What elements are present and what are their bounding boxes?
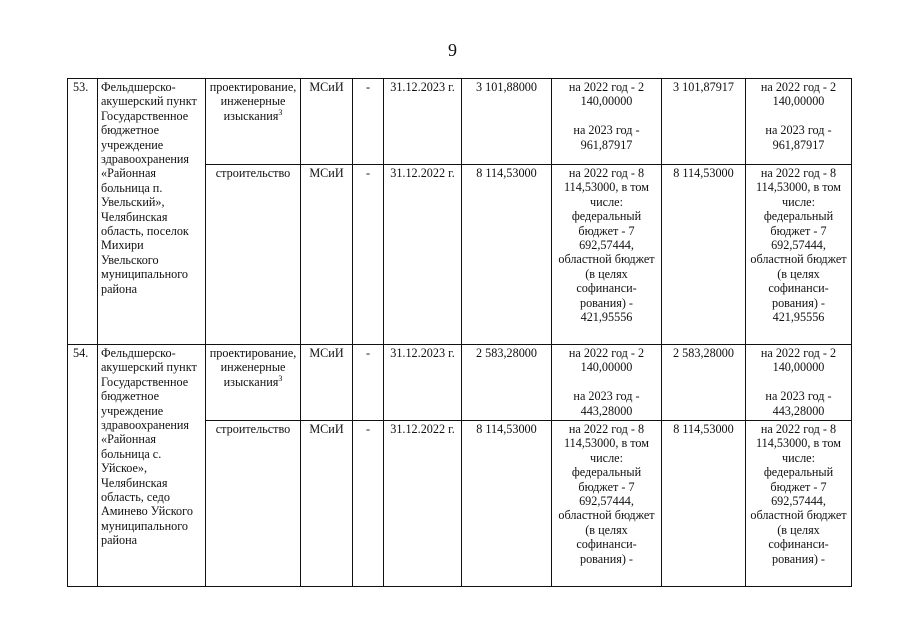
footnote-marker: 3 — [278, 373, 283, 383]
funding: на 2022 год - 2 140,00000 на 2023 год - 443,28000 — [552, 345, 662, 421]
deadline: 31.12.2022 г. — [384, 421, 462, 587]
dash: - — [353, 421, 384, 587]
limit: 8 114,53000 — [662, 421, 746, 587]
executor: МСиИ — [301, 165, 353, 345]
executor: МСиИ — [301, 79, 353, 165]
table-row — [68, 79, 852, 165]
executor: МСиИ — [301, 345, 353, 421]
cost: 8 114,53000 — [462, 165, 552, 345]
objects-table — [67, 78, 852, 587]
stage-type: строительство — [206, 421, 301, 587]
cost: 2 583,28000 — [462, 345, 552, 421]
funding: на 2022 год - 8 114,53000, в том числе: федеральный бюджет - 7 692,57444, областной бюджет (в целях софинанси- рования) - 421,95556 — [552, 165, 662, 345]
limit: 3 101,87917 — [662, 79, 746, 165]
deadline: 31.12.2023 г. — [384, 79, 462, 165]
funding-2: на 2022 год - 8 114,53000, в том числе: федеральный бюджет - 7 692,57444, областной бюджет (в целях софинанси- рования) - 421,95556 — [746, 165, 852, 345]
object-name: Фельдшерско-акушерский пункт Государственное бюджетное учреждение здравоохранения «Районная больница п. Увельский», Челябинская область, поселок Михири Увельского муниципального района — [98, 79, 206, 345]
stage-type: проектирование, инженерные изыскания$^3$ — [206, 345, 301, 421]
dash: - — [353, 345, 384, 421]
funding-2: на 2022 год - 2 140,00000 на 2023 год - 961,87917 — [746, 79, 852, 165]
dash: - — [353, 165, 384, 345]
footnote-marker: 3 — [278, 107, 283, 117]
executor: МСиИ — [301, 421, 353, 587]
stage-type: строительство — [206, 165, 301, 345]
limit: 2 583,28000 — [662, 345, 746, 421]
dash: - — [353, 79, 384, 165]
table-row — [68, 345, 852, 421]
funding-2: на 2022 год - 8 114,53000, в том числе: федеральный бюджет - 7 692,57444, областной бюджет (в целях софинанси- рования) - — [746, 421, 852, 587]
cost: 3 101,88000 — [462, 79, 552, 165]
cost: 8 114,53000 — [462, 421, 552, 587]
page-number: 9 — [448, 40, 457, 60]
object-name: Фельдшерско-акушерский пункт Государственное бюджетное учреждение здравоохранения «Районная больница с. Уйское», Челябинская область, седо Аминево Уйского муниципального района — [98, 345, 206, 587]
funding: на 2022 год - 2 140,00000 на 2023 год - 961,87917 — [552, 79, 662, 165]
limit: 8 114,53000 — [662, 165, 746, 345]
row-number: 53. — [68, 79, 98, 345]
funding-2: на 2022 год - 2 140,00000 на 2023 год - 443,28000 — [746, 345, 852, 421]
deadline: 31.12.2022 г. — [384, 165, 462, 345]
funding: на 2022 год - 8 114,53000, в том числе: федеральный бюджет - 7 692,57444, областной бюджет (в целях софинанси- рования) - — [552, 421, 662, 587]
deadline: 31.12.2023 г. — [384, 345, 462, 421]
stage-type: проектирование, инженерные изыскания$^3$ — [206, 79, 301, 165]
row-number: 54. — [68, 345, 98, 587]
